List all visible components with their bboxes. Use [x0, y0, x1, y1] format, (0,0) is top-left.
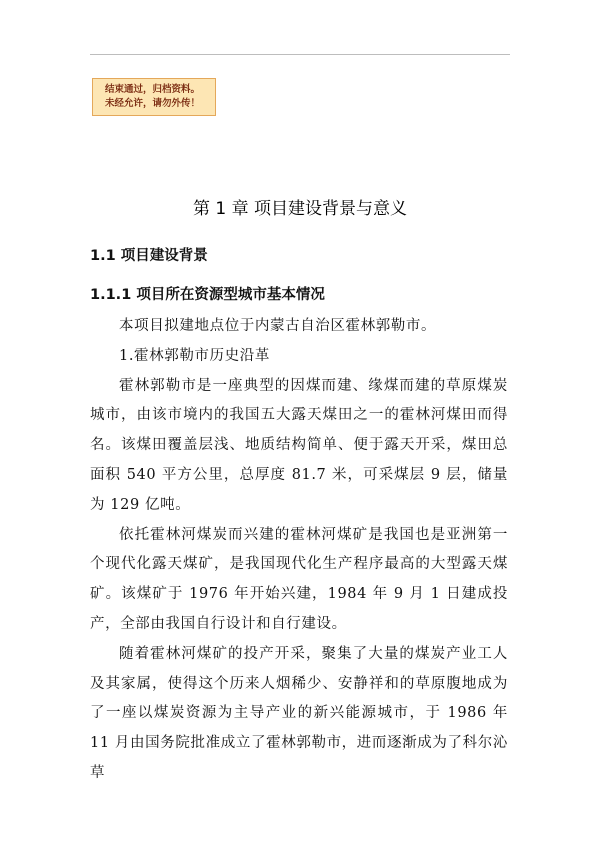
- stamp-line-1: 结束通过，归档资料。: [105, 84, 201, 95]
- paragraph-history-heading: 1.霍林郭勒市历史沿革: [119, 347, 270, 364]
- header-rule: [90, 54, 510, 55]
- section-heading: 1.1 项目建设背景: [90, 248, 208, 264]
- paragraph-location: 本项目拟建地点位于内蒙古自治区霍林郭勒市。: [119, 318, 437, 334]
- chapter-title: 第 1 章 项目建设背景与意义: [192, 199, 408, 219]
- paragraph-city-intro: 霍林郭勒市是一座典型的因煤而建、缘煤而建的草原煤炭城市，由该市境内的我国五大露天煤田之一的霍林河煤田而得名。该煤田覆盖层浅、地质结构简单、便于露天开采，煤田总面积 540 平方公里，总厚度 81.7 米，可采煤层 9 层，储量为 129 亿吨。: [90, 377, 508, 513]
- paragraph-coal-mine: 依托霍林河煤炭而兴建的霍林河煤矿是我国也是亚洲第一个现代化露天煤矿，是我国现代化生产程序最高的大型露天煤矿。该煤矿于 1976 年开始兴建，1984 年 9 月 1 日建成投产，全部由我国自行设计和自行建设。: [90, 526, 508, 632]
- subsection-heading: 1.1.1 项目所在资源型城市基本情况: [90, 287, 325, 303]
- paragraph-city-founding: 随着霍林河煤矿的投产开采，聚集了大量的煤炭产业工人及其家属，使得这个历来人烟稀少、安静祥和的草原腹地成为了一座以煤炭资源为主导产业的新兴能源城市，于 1986 年 11 月由国务院批准成立了霍林郭勒市，进而逐渐成为了科尔沁草: [90, 645, 508, 781]
- confidential-stamp: [92, 78, 216, 116]
- body-text: [90, 312, 508, 789]
- stamp-line-2: 未经允许，请勿外传！: [105, 98, 201, 109]
